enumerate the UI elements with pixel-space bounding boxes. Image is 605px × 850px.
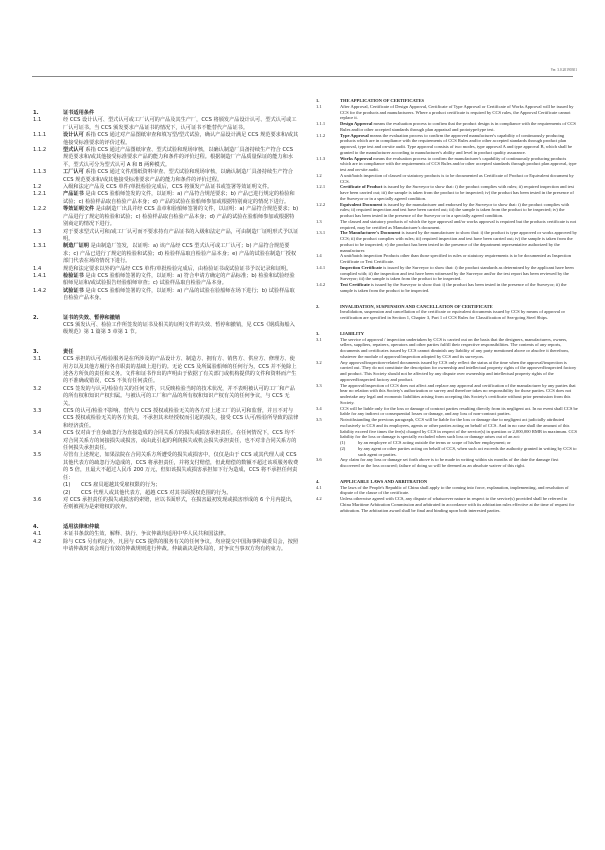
clause-number: 1.2 <box>316 172 322 178</box>
clause-number: 3.4 <box>33 430 42 437</box>
clause-body <box>340 360 578 383</box>
section-title <box>63 315 299 322</box>
defined-term: Test Certificate <box>340 282 370 287</box>
section-title-text: APPLICABLE LAWS AND ARBITRATION <box>340 478 428 484</box>
clause-text: Any approval/inspection-related documents issued by CCS only reflect the status at the time when the approval/inspection is carried out. They do not constitute the description for ownership and intellectual property rights of the approved/inspected factory and product. This Society should not be affected by any dispute over ownership and intellectual property rights of the approved/inspected factory and product. <box>340 359 577 382</box>
clause-body <box>63 539 299 554</box>
clause <box>33 243 299 265</box>
defined-term: Certificate of Product <box>340 184 383 190</box>
clause-number: 1.1.1 <box>316 121 326 126</box>
clause-indent <box>33 482 63 497</box>
clause-body <box>340 383 578 406</box>
clause-number: 1.1 <box>316 103 322 109</box>
clause-text: 是由 CCS 验船师签发的文件，以证明：a) 产品符合规范要求；b) 产品已进行规定的检验和试验；c) 检验样品取自检验产品本身；d) 产品的试验在验船师参加或根据特别商定的情况下进行。 <box>63 191 295 205</box>
clause-body <box>340 230 578 253</box>
section-number: 4. <box>316 478 320 484</box>
clause-body <box>340 417 578 440</box>
defined-term: 型式认可 <box>63 147 84 154</box>
defined-term: Inspection Certificate <box>340 264 383 270</box>
clause-body <box>340 265 578 282</box>
clause-number: 1.2.2 <box>33 206 47 213</box>
clause <box>33 497 299 512</box>
clause-body <box>340 104 578 121</box>
clause-text: 是由 CCS 验船师签署的文件，以证明：a) 符合申请方确定的产品标准；b) 检验和试验经验船师见证和/或试验报告经验船师审查；c) 试验样品取自检验产品本身。 <box>63 272 295 287</box>
clause-number: 1.3.1 <box>316 230 326 236</box>
clause-text: means the evaluation process to confirm the approved manufacturer's capability of continuously producing products which are in compliance with the requirements of CCS Rules and/or other accepted standards through product plan approval, type test and on-site audit. Type approval consists of two modes, type approval A and type approval B, which shall be granted to the manufacturer according to manufacturer's ability and level in product quality assurance. <box>340 132 573 155</box>
clause <box>316 230 578 253</box>
clause-body <box>340 496 578 513</box>
clause-text: is issued by the manufacturer and endorsed by the Surveyor to show that: i) the product complies with rules; ii) required inspection and test have been carried out; iii) the sample is taken from the product to be inspected; iv) the product has been tested in the presence of the Surveyor or in a specially agreed condition. <box>340 201 570 218</box>
clause-text: Any claim for any loss or damage set forth above is to be made in writing within six months of the date the damage first discovered or the loss occurred; failure of doing so will be deemed as an absolute waiver of this right. <box>340 457 559 468</box>
section-title-text: THE APPLICATION OF CERTIFICATES <box>340 98 425 103</box>
clause <box>33 266 299 273</box>
sublist-marker: (1) <box>340 440 346 445</box>
clause-text: is issued by the Surveyor to show that: i) the product has been tested in the presence of the Surveyor; ii) the sample is taken from the product to be inspected. <box>340 282 567 293</box>
clause <box>316 104 578 121</box>
clause <box>33 356 299 386</box>
defined-term: Type Approval <box>340 132 369 138</box>
clause <box>33 229 299 244</box>
clause-body <box>63 497 299 512</box>
defined-term: 等效证明文件 <box>63 206 95 213</box>
clause-number: 1.1 <box>33 117 42 124</box>
clause-text: Unless otherwise agreed with CCS, any dispute of whatsoever nature in respect to the service(s) provided shall be referred to China Maritime Arbitration Commission and arbitrated in accordance with its arbitration rules effective at the time of request for arbitration. The arbitration award shall be final and binding upon both interested parties. <box>340 496 575 513</box>
clause <box>316 309 578 321</box>
sublist-marker: (1) <box>63 482 71 489</box>
clause-body <box>340 156 578 173</box>
clause-text: The laws of the People's Republic of China shall apply to the coming into force, explanation, implementing, and resolution of dispute of the clause of the certificate. <box>340 484 569 496</box>
clause-number: 3.5 <box>316 417 322 422</box>
section-number: 3. <box>33 348 39 355</box>
section-number: 2. <box>33 314 39 321</box>
clause-number: 3.5 <box>33 452 42 459</box>
clause-body <box>63 288 299 303</box>
clause <box>316 156 578 173</box>
clause-body <box>340 133 578 156</box>
section-number: 1. <box>316 98 320 103</box>
clause-body <box>63 147 299 169</box>
clause <box>316 184 578 201</box>
clause <box>316 265 578 282</box>
clause-text: 是由制造厂签发，以证明：a) 该产品经 CCS 型式认可或工厂认可；b) 产品符合规范要求；c) 产品已进行了规定的检验和试验；d) 检验样品取自检验产品本身；e) 产品的试验在制造厂授权部门代表在场的情况下进行。 <box>63 243 297 265</box>
clause-number: 1.2.1 <box>316 184 326 190</box>
clause-text: 除与 CCS 另有约定外，凡因与 CCS 提供的服务有关的任何争议，均应提交中国海事仲裁委员会，按照申请仲裁时该会现行有效的仲裁规则进行仲裁。仲裁裁决是终局的，对争议当事双方均有约束力。 <box>63 538 299 552</box>
clause-body <box>340 457 578 469</box>
section-title-text: LIABILITY <box>340 330 365 336</box>
clause-number: 1.1.2 <box>316 132 326 138</box>
clause-number: 1.4.2 <box>316 282 326 287</box>
clause <box>316 485 578 497</box>
defined-term: 制造厂证明 <box>63 243 89 250</box>
section-number: 3. <box>316 330 320 336</box>
header-rule <box>32 76 573 77</box>
clause-text: CCS 颁发认可、检验工作所签发的证书及相关的证明文件的失效、暂停和撤销，见 CCS《钢质海船入级规范》第 1 篇第 3 章第 1 节。 <box>63 321 295 336</box>
clause-body <box>63 273 299 288</box>
clause <box>33 539 299 554</box>
sublist-item <box>63 490 299 497</box>
defined-term: 产品证书 <box>63 191 84 198</box>
clause-body <box>340 282 578 294</box>
clause <box>316 202 578 219</box>
clause-text: 系指 CCS 通过文件/图纸资料审查、型式试验和现场审核，以确认制造厂具备持续生产符合 CCS 规范要求和/或其他接受标准要求产品的能力和条件的评价过程。 <box>63 169 293 183</box>
clause-body <box>340 202 578 219</box>
clause-number: 1.1.2 <box>33 147 47 154</box>
section-number: 4. <box>33 523 39 530</box>
clause <box>316 383 578 406</box>
clause-number: 3.6 <box>33 496 42 503</box>
sublist-text: by any agent or other parties acting on behalf of CCS, when such act exceeds the authority granted in writing by CCS to such agent or parties. <box>358 445 577 457</box>
clause-body <box>63 266 299 273</box>
clause-body <box>63 356 299 386</box>
clause-body <box>340 253 578 265</box>
sublist-item <box>340 446 578 458</box>
clause-number: 1.4.1 <box>316 264 326 270</box>
clause-body <box>63 169 299 184</box>
sublist-text: CCS 代理人或其他代表方，超越 CCS 对其书面授权范围的行为。 <box>81 489 232 496</box>
clause-number: 1.3 <box>33 228 42 235</box>
clause-text: 本证书条款的生效、解释、执行、争议仲裁均适用中华人民共和国法律。 <box>63 531 230 538</box>
section-title-text: 证书的失效、暂停和撤销 <box>63 314 121 321</box>
clause-text: is issued by the Surveyor to show that: i) the product standards as determined by the applicant have been complied with; ii) the inspection and test have been witnessed by the Surveyor and/or the test report has been reviewed by the Surveyor; iii) the sample is taken from the product to be inspected. <box>340 264 574 282</box>
clause-number: 1.1.3 <box>33 169 47 176</box>
sublist-text: by an employee of CCS acting outside the terms or scope of his/her employment; or <box>358 440 511 445</box>
clause <box>33 408 299 430</box>
clause-number: 1.3.1 <box>33 243 47 250</box>
clause-text: is issued by the Surveyor to show that: i) the product complies with rules; ii) required inspection and test have been carried out; iii) the sample is taken from the product to be inspected; iv) the product has been tested in the presence of the Surveyor or in a specially agreed condition. <box>340 184 574 201</box>
clause-text: CCS 承担的认可/检验服务是在所涉及的产品设计方、制造方、拥有方、销售方、供应方、修理方、使用方以及其他方履行各自职责的基础上进行的。无论 CCS 及所属验船师的任何行为，CCS 并不免除上述各方所负的责任和义务。文件和证书作出的声明由于依据了有关部门或机构提供的文件和资料而产生的不准确或错误，CCS 不负有任何责任。 <box>63 356 297 385</box>
sublist-text: CCS 雇员超越其受雇权限的行为； <box>81 482 161 489</box>
clause <box>33 132 299 147</box>
clause-number: 3.2 <box>33 385 42 392</box>
english-column <box>316 98 578 513</box>
clause-body <box>63 430 299 452</box>
clause-text: 对 CCS 承担责任的损失或损害的索赔，应以书面形式，在损害最初发现或损害形成的 6 个月内提出，否则被视为是索赔权的放弃。 <box>63 496 297 511</box>
section-title-text: 证书适用条件 <box>63 110 95 116</box>
clause-number: 4.2 <box>33 538 42 545</box>
clause <box>316 219 578 231</box>
clause-text: 规范和法定要求以外的产品经 CCS 单件/单批检验完成后，由检验证书或试验证书予以记录和证明。 <box>63 265 292 272</box>
clause-number: 3.1 <box>316 336 322 342</box>
clause-number: 1.2 <box>33 184 42 191</box>
version-label: Ver. 3.0.20190301 <box>550 68 577 72</box>
sublist-items <box>340 440 578 457</box>
defined-term: 检验证书 <box>63 272 84 279</box>
clause <box>33 322 299 337</box>
clause-body <box>63 191 299 206</box>
clause <box>316 253 578 265</box>
defined-term: The Manufacturer's Document <box>340 230 401 236</box>
clause-body <box>340 184 578 201</box>
clause <box>33 288 299 303</box>
clause-text: CCS 的认可/检验不影响、替代与 CCS 授权或检验无关的各方对上述工厂的认可和监督，并且不对与 CCS 授权或检验无关的各方负责。不承担其未经授权而引起的损失，接受 CCS 认可/检验所导致的法律和经济责任。 <box>63 408 299 429</box>
clause <box>33 386 299 408</box>
clause-body <box>63 117 299 132</box>
clause-text: The service of approval / inspection undertaken by CCS is carried out on the basis that the designers, manufacturers, owners, sellers, suppliers, repairers, operators and other parties fulfill their respective responsibilities. The contents of any reports, documents and certificates issued by CCS cannot diminish any liability of any party mentioned above or absolve it therefrom, whatever the module of approval/inspection adopted by CCS and its surveyors. <box>340 336 569 359</box>
clause-text: 系指 CCS 通过对产品图纸审查和填写型/型式试验，确认产品设计满足 CCS 规范要求和/或其他接受标准要求的评价过程。 <box>63 132 299 146</box>
clause-text: A unit/batch inspection Products other than those specified in rules or statutory requirements is to be documented as Inspection Certificate or Test Certificate. <box>340 253 572 264</box>
clause-text: is issued by the manufacturer to show that: i) the product is type approved or works approved by CCS; ii) the product complies with rules; iii) required inspection and test have been carried out; iv) the sample is taken from the product to be inspected; v) the product has been tested in the presence of the department representative authorized by the manufacturer. <box>340 230 578 253</box>
clause-body <box>340 173 578 185</box>
clause-body <box>340 219 578 231</box>
chinese-column <box>33 98 299 553</box>
clause-body <box>63 452 299 482</box>
clause-text: 系指 CCS 通过产品图纸审查、型式试验和现场审核，以确认制造厂具备持续生产符合 CCS 规范要求和/或其他接受标准要求产品的能力和条件的评价过程。根据制造厂产品质量保证的能力和水平，型式认可分为型式认可 A 和 B 两种模式。 <box>63 147 294 168</box>
clause-text: 是由 CCS 验船师签署的文件，以证明：a) 产品的试验在验船师在场下进行；b) 试验样品取自检验产品本身。 <box>63 287 295 302</box>
clause-number <box>316 309 340 321</box>
clause-body <box>63 206 299 228</box>
clause <box>33 273 299 288</box>
sublist <box>33 482 299 497</box>
clause <box>316 457 578 469</box>
clause <box>316 337 578 360</box>
clause-text: means the evaluation process to confirm the manufacturer's capability of continuously producing products which are in compliance with the requirements of CCS Rules and/or other accepted standards through product plan approval, type test and on-site audit. <box>340 155 577 172</box>
defined-term: Works Approval <box>340 155 373 161</box>
clause <box>33 430 299 452</box>
clause <box>316 417 578 440</box>
clause-body <box>340 309 578 321</box>
clause-body <box>63 132 299 147</box>
clause-number: 3.4 <box>316 405 322 411</box>
clause-text: 尽管有上述规定，如果法院在合同关系方所遭受的损失或损害中，仅仅是由于 CCS 或其代理人或 CCS 其他代表方的疏忽行为造成的，CCS 将承担责任，并将支付赔偿，但此赔偿的数额不超过该项服务收费的 5 倍，且最大不超过人民币 200 万元，但如该损失或损害承担如下行为造成，CCS 将不承担任何责任： <box>63 452 299 481</box>
clause-text: CCS 仅对由于自身疏忽行为直接造成的合同关系方的损失或损害承担责任。在任何情况下，CCS 均不对合同关系方的间接损失或损害，或由此引起的利润损失或机会损失承担责任，也不对非合同关系方的任何损失承担责任。 <box>63 430 297 452</box>
clause-text: Notwithstanding the previous paragraph, CCS will be liable for the loss or damage due to negligent act judicially attributed exclusively to CCS and its employees, agents or other parties acting on behalf of CCS. And in no case shall the amount of this liability exceed five times the fee(s) charged by CCS in respect of the service(s) in question or 2,000,000 RMB in maximum. CCS liability for the loss or damage is specially excluded when such loss or damage arises out of an act: <box>340 417 578 440</box>
clause-indent <box>316 440 340 457</box>
section-title-text: 责任 <box>63 348 74 355</box>
clause <box>33 117 299 132</box>
clause-number: 1.2.1 <box>33 191 47 198</box>
clause-number: 4.2 <box>316 496 322 501</box>
clause-body <box>63 229 299 244</box>
clause-text: 入级和法定产品及 CCS 单件/单批检验完成后，CCS 将颁发产品证书或签署等效证明文件。 <box>63 184 273 191</box>
clause <box>33 169 299 184</box>
sublist <box>316 440 578 457</box>
clause-number: 4.1 <box>316 484 322 490</box>
clause-text: means the evaluation process to confirm that the product design is in compliance with the requirements of CCS Rules and/or other accepted standards through plan appraisal and prototype/type test. <box>340 121 576 132</box>
clause-body <box>63 386 299 408</box>
sublist-marker: (2) <box>63 489 71 496</box>
defined-term: 工厂认可 <box>63 169 84 176</box>
clause-number: 3.2 <box>316 359 322 365</box>
clause-number: 1.4.2 <box>33 287 47 294</box>
clause-body <box>340 406 578 418</box>
clause-text: 是由制造厂出具并经 CCS 盖章和验船师签署的文件，以证明：a) 产品符合规范要求；b) 产品进行了规定的检验和试验；c) 检验样品取自检验产品本身；d) 产品的试验在验船师参加或根据特别商定的情况下进行。 <box>63 206 299 228</box>
clause <box>316 360 578 383</box>
clause-body <box>63 531 299 538</box>
clause <box>33 147 299 169</box>
defined-term: 试验证书 <box>63 287 84 294</box>
clause-number: 1.4.1 <box>33 272 47 279</box>
clause-text: The approval/inspection of CCS does not affect and replace any approval and certification of the manufacturer by any parties that bear no relation with this Society's authorization or survey and therefore takes no responsibility for those parties. CCS does not undertake any legal and economic liabilities arising from accepting this Society's certificate without prior permission from this Society. <box>340 382 576 405</box>
clause <box>33 206 299 228</box>
section-title <box>63 524 299 531</box>
defined-term: 设计认可 <box>63 132 84 139</box>
clause-body <box>63 408 299 430</box>
clause-text: The classed and statutory products of which the type approval and/or works approval is required but the products certificate is not required, may be certified as Manufacturer's document. <box>340 218 577 230</box>
clause-text: CCS 签发的与认可/检验有关的任何文件，只反映检验当时的技术状况，并不表明被认可的工厂和产品的所有权和知识产权归属。与被认可的工厂和产品的所有权和知识产权有关的任何争议，与 CCS 无关。 <box>63 385 295 407</box>
clause <box>316 406 578 418</box>
clause-number: 4.1 <box>33 531 42 538</box>
clause-text: 经 CCS 设计认可、型式认可或工厂认可的产品及其生产厂，CCS 将颁发产品设计认可、型式认可或工厂认可证书。当 CCS 颁发要求产品证书的情况下，认可证书不能替代产品证书。 <box>63 117 297 131</box>
section-title-text: 适用法律和仲裁 <box>63 523 100 530</box>
clause-text: Invalidation, suspension and cancellation of the certificate or equivalent documents issued by CCS by means of approval or certification are specified in Section 1, Chapter 3, Part 1 of CCS Rules for Classification of Sea-going Steel Ships. <box>340 309 566 320</box>
clause-number: 3.3 <box>316 382 322 388</box>
clause-number <box>33 322 63 337</box>
clause-text: A unit/batch inspection of classed or statutory products is to be documented as Certificate of Product or Equivalent document by CCS. <box>340 172 574 184</box>
defined-term: Equivalent Document <box>340 201 383 207</box>
clause-number: 3.1 <box>33 356 42 363</box>
defined-term: Design Approval <box>340 121 373 126</box>
section-title-text: INVALIDATION, SUSPENSION AND CANCELLATION OF CERTIFICATE <box>340 303 493 309</box>
clause-body <box>340 121 578 133</box>
clause <box>316 282 578 294</box>
clause-number: 1.1.1 <box>33 132 47 139</box>
section-heading <box>33 315 299 322</box>
clause <box>316 173 578 185</box>
clause-text: After Approval, Certificate of Design Approval, Certificate of Type Approval or Certificate of Works Approval will be issued by CCS for the products and manufacturers. Where a product certificate is required by CCS rules, the Approval Certificate cannot replace it. <box>340 103 574 121</box>
clause-number: 1.1.3 <box>316 155 326 161</box>
section-heading <box>33 524 299 531</box>
clause-number: 1.2.2 <box>316 201 326 207</box>
clause-text: 对于要求型式认可和/或工厂认可而不要求持有产品证书的入级和法定产品，可由制造厂证明形式予以证明。 <box>63 228 299 242</box>
clause <box>316 496 578 513</box>
clause <box>316 121 578 133</box>
clause-number: 1.4 <box>316 253 322 259</box>
clause-text: CCS will be liable only for the loss or damage of contract parties resulting directly from its negligent act. In no event shall CCS be liable for any indirect or consequential losses or damage, and any loss of non-contract parties. <box>340 405 578 417</box>
clause-number: 3.6 <box>316 457 322 463</box>
clause-body <box>340 485 578 497</box>
clause-body <box>63 322 299 337</box>
clause-body <box>340 337 578 360</box>
clause-body <box>63 243 299 265</box>
sublist-items <box>63 482 299 497</box>
section-number: 1. <box>33 110 39 116</box>
clause <box>33 531 299 538</box>
sublist-marker: (2) <box>340 445 346 451</box>
clause <box>316 133 578 156</box>
clause-number: 1.3 <box>316 218 322 224</box>
clause-number: 1.4 <box>33 265 42 272</box>
clause <box>33 191 299 206</box>
sublist-item <box>63 482 299 489</box>
clause-number: 3.3 <box>33 408 42 415</box>
section-number: 2. <box>316 303 320 309</box>
clause <box>33 452 299 482</box>
